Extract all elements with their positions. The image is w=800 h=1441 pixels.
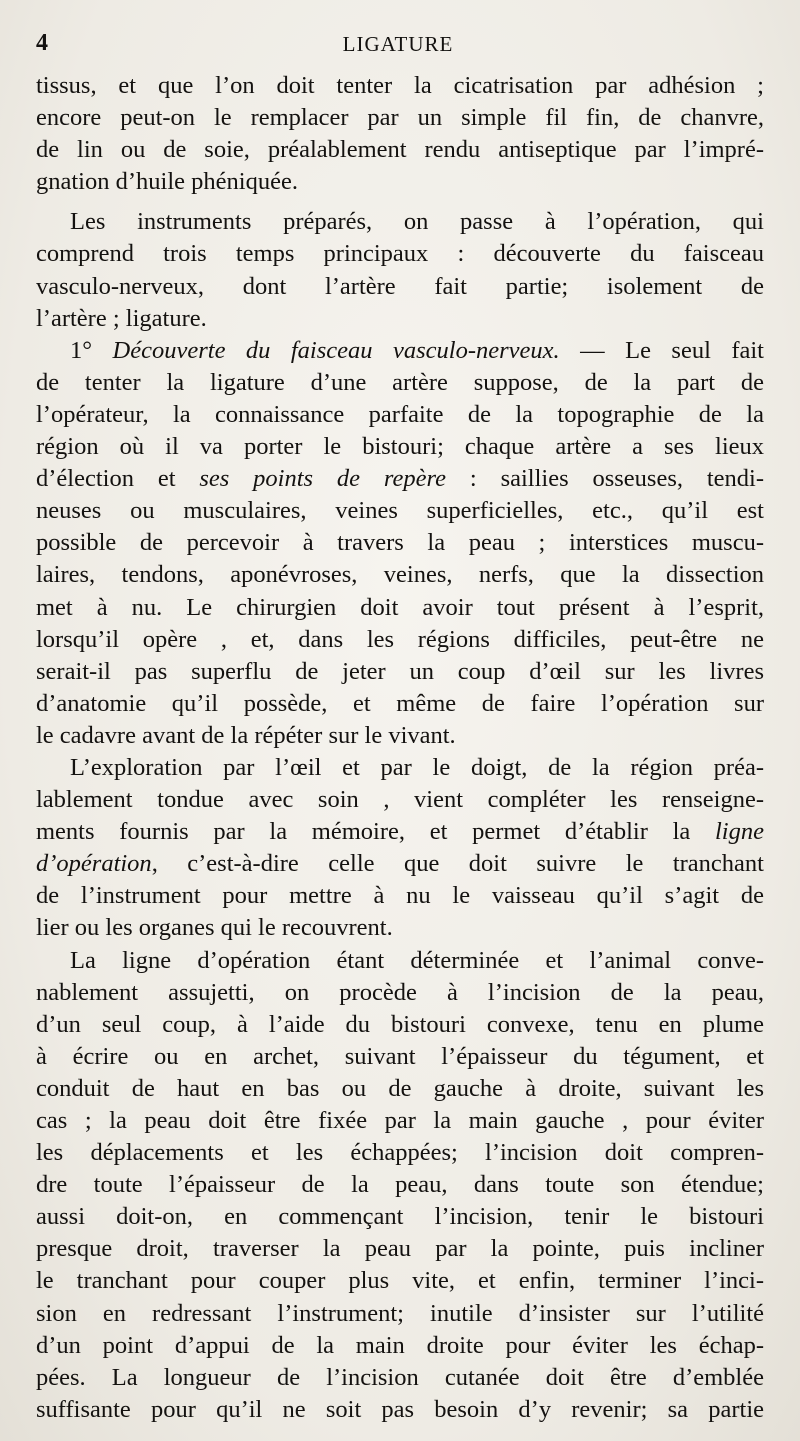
text-line [36, 1073, 764, 1105]
text-line [36, 271, 764, 303]
italic-text: d’opération [36, 850, 152, 878]
text-line [36, 1201, 764, 1233]
text-segment: lablement tondue avec soin , vient compléter les renseigne- [36, 786, 764, 814]
text-line [36, 688, 764, 720]
text-segment: comprend trois temps principaux : découverte du faisceau [36, 240, 764, 268]
text-segment: encore peut-on le remplacer par un simple fil fin, de chanvre, [36, 104, 764, 132]
text-segment: région où il va porter le bistouri; chaque artère a ses lieux [36, 433, 764, 461]
text-line [36, 367, 764, 399]
text-line [36, 945, 764, 977]
text-segment: tissus, et que l’on doit tenter la cicatrisation par adhésion ; [36, 72, 764, 99]
text-segment: met à nu. Le chirurgien doit avoir tout présent à l’esprit, [36, 593, 764, 621]
text-segment: vasculo-nerveux, dont l’artère fait partie; isolement de [36, 272, 764, 300]
text-segment: neuses ou musculaires, veines superficielles, etc., qu’il est [36, 497, 764, 525]
text-line [36, 977, 764, 1009]
text-segment: pées. La longueur de l’incision cutanée doit être d’emblée [36, 1363, 764, 1391]
text-segment: L’exploration par l’œil et par le doigt, de la région préa- [70, 753, 764, 781]
text-segment: : saillies osseuses, tendi- [446, 465, 764, 493]
text-line [36, 335, 764, 367]
text-line [36, 1169, 764, 1201]
text-segment: lier ou les organes qui le recouvrent. [36, 914, 393, 942]
text-line [36, 1362, 764, 1394]
text-segment: possible de percevoir à travers la peau ; interstices muscu- [36, 529, 764, 557]
text-segment: laires, tendons, aponévroses, veines, nerfs, que la dissection [36, 561, 764, 589]
text-segment: sion en redressant l’instrument; inutile d’insister sur l’utilité [36, 1299, 764, 1327]
text-line [36, 527, 764, 559]
text-segment: aussi doit-on, en commençant l’incision, tenir le bistouri [36, 1203, 764, 1231]
text-segment: — Le seul fait [559, 336, 764, 364]
text-segment: Les instruments préparés, on passe à l’opération, qui [70, 208, 764, 236]
text-segment: La ligne d’opération étant déterminée et l’animal conve- [70, 946, 764, 974]
page-header [36, 30, 760, 62]
text-segment: d’un point d’appui de la main droite pour éviter les échap- [36, 1331, 764, 1359]
text-segment: 1° [70, 336, 113, 364]
text-line [36, 1105, 764, 1137]
text-segment: l’opérateur, la connaissance parfaite de la topographie de la [36, 400, 764, 428]
text-line [36, 1394, 764, 1426]
text-line [36, 624, 764, 656]
text-segment: serait-il pas superflu de jeter un coup d’œil sur les livres [36, 657, 764, 685]
italic-text: ligne [715, 818, 764, 846]
text-line [36, 1233, 764, 1265]
paragraph [36, 206, 764, 334]
text-segment: dre toute l’épaisseur de la peau, dans toute son étendue; [36, 1171, 764, 1199]
running-head: LIGATURE [342, 32, 454, 56]
text-line [36, 463, 764, 495]
text-line [36, 238, 764, 270]
text-line [36, 720, 764, 752]
page-number: 4 [36, 30, 48, 56]
italic-text: Découverte du faisceau vasculo-nerveux. [112, 336, 560, 364]
text-segment: les déplacements et les échappées; l’incision doit compren- [36, 1139, 764, 1167]
text-line [36, 134, 764, 166]
text-line [36, 1265, 764, 1297]
text-segment: suffisante pour qu’il ne soit pas besoin d’y revenir; sa partie [36, 1395, 764, 1423]
text-segment: lorsqu’il opère , et, dans les régions difficiles, peut-être ne [36, 625, 764, 653]
text-line [36, 166, 764, 198]
body-text [36, 70, 764, 1426]
text-line [36, 303, 764, 335]
text-segment: le tranchant pour couper plus vite, et enfin, terminer l’inci- [36, 1267, 764, 1295]
paragraph [36, 335, 764, 752]
text-line [36, 848, 764, 880]
text-line [36, 912, 764, 944]
text-line [36, 1041, 764, 1073]
text-segment: de tenter la ligature d’une artère suppose, de la part de [36, 368, 764, 396]
text-segment: d’un seul coup, à l’aide du bistouri convexe, tenu en plume [36, 1010, 764, 1038]
text-line [36, 752, 764, 784]
text-line [36, 399, 764, 431]
text-line [36, 431, 764, 463]
text-segment: conduit de haut en bas ou de gauche à droite, suivant les [36, 1074, 764, 1102]
text-line [36, 102, 764, 134]
text-line [36, 1137, 764, 1169]
text-line [36, 880, 764, 912]
text-line [36, 784, 764, 816]
text-segment: gnation d’huile phéniquée. [36, 168, 298, 196]
text-segment: à écrire ou en archet, suivant l’épaisseur du tégument, et [36, 1042, 764, 1070]
paragraph [36, 70, 764, 198]
italic-text: ses points de repère [199, 465, 447, 493]
text-segment: d’anatomie qu’il possède, et même de faire l’opération sur [36, 689, 764, 717]
text-segment: le cadavre avant de la répéter sur le vivant. [36, 721, 456, 749]
text-line [36, 1009, 764, 1041]
paragraph-gap [36, 198, 764, 206]
text-line [36, 656, 764, 688]
text-line [36, 206, 764, 238]
text-line [36, 495, 764, 527]
paragraph [36, 752, 764, 945]
text-line [36, 559, 764, 591]
text-line [36, 1298, 764, 1330]
text-line [36, 592, 764, 624]
text-segment: de lin ou de soie, préalablement rendu antiseptique par l’impré- [36, 136, 764, 164]
paragraph [36, 945, 764, 1426]
text-segment: cas ; la peau doit être fixée par la main gauche , pour éviter [36, 1107, 764, 1134]
text-segment: d’élection et [36, 465, 200, 493]
text-segment: l’artère ; ligature. [36, 304, 207, 332]
text-segment: ments fournis par la mémoire, et permet d’établir la [36, 818, 715, 846]
text-line [36, 70, 764, 102]
text-segment: nablement assujetti, on procède à l’incision de la peau, [36, 978, 764, 1006]
text-segment: de l’instrument pour mettre à nu le vaisseau qu’il s’agit de [36, 882, 764, 910]
text-segment: , c’est-à-dire celle que doit suivre le tranchant [151, 850, 764, 878]
text-line [36, 1330, 764, 1362]
text-segment: presque droit, traverser la peau par la pointe, puis incliner [36, 1235, 764, 1263]
text-line [36, 816, 764, 848]
